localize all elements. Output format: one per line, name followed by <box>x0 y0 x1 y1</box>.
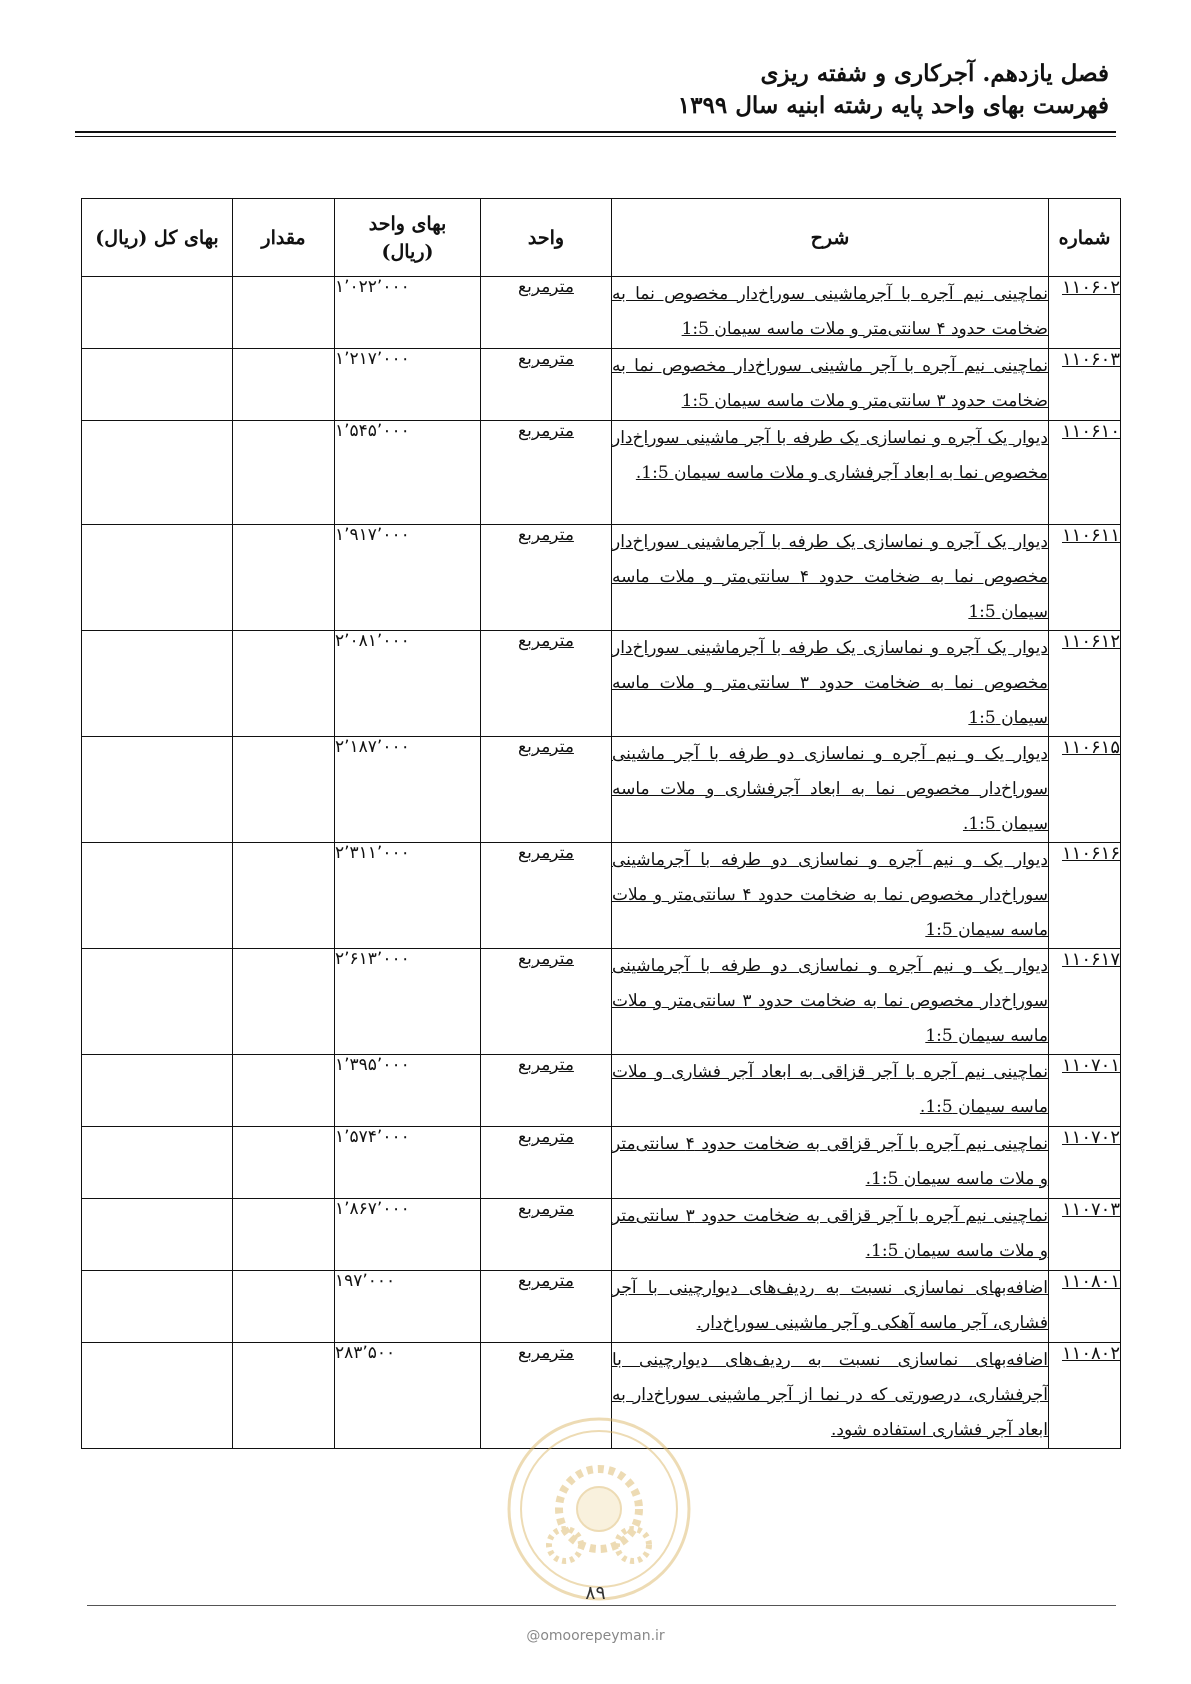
row-description-text: دیوار یک آجره و نماسازی یک طرفه با آجرماشینی سوراخ‌دار مخصوص نما به ضخامت حدود ۴ سانتی‌متر و ملات ماسه سیمان 1:5 <box>612 532 1048 622</box>
row-unit-text: مترمربع <box>518 1199 574 1219</box>
row-unit <box>481 349 612 421</box>
row-number-text: ۱۱۰۶۱۲ <box>1061 631 1120 652</box>
row-total <box>82 1199 233 1271</box>
table-row <box>82 525 1121 631</box>
table-row <box>82 1127 1121 1199</box>
row-unit <box>481 421 612 525</box>
row-unit-price <box>335 631 481 737</box>
row-total <box>82 349 233 421</box>
row-number-text: ۱۱۰۷۰۳ <box>1061 1199 1120 1220</box>
row-number-text: ۱۱۰۶۱۵ <box>1061 737 1120 758</box>
row-unit-price-text: ۲٬۱۸۷٬۰۰۰ <box>335 737 410 757</box>
row-quantity <box>233 1271 335 1343</box>
header-description: شرح <box>612 199 1049 277</box>
row-number-text: ۱۱۰۷۰۱ <box>1061 1055 1120 1076</box>
row-quantity <box>233 631 335 737</box>
row-unit-text: مترمربع <box>518 277 574 297</box>
table-row <box>82 737 1121 843</box>
row-total <box>82 843 233 949</box>
header-unit-price-line1: بهای واحد <box>368 212 447 235</box>
row-quantity <box>233 1199 335 1271</box>
row-number <box>1049 1343 1121 1449</box>
row-unit-text: مترمربع <box>518 1127 574 1147</box>
row-number-text: ۱۱۰۶۰۲ <box>1061 277 1120 298</box>
row-quantity <box>233 1343 335 1449</box>
catalog-title: فهرست بهای واحد پایه رشته ابنیه سال ۱۳۹۹ <box>677 92 1109 119</box>
row-description <box>612 1271 1049 1343</box>
table-header-row <box>82 199 1121 277</box>
row-unit-price-text: ۲۸۳٬۵۰۰ <box>335 1343 396 1363</box>
row-quantity <box>233 1127 335 1199</box>
table-row <box>82 843 1121 949</box>
row-unit-text: مترمربع <box>518 949 574 969</box>
table-row <box>82 277 1121 349</box>
row-description <box>612 349 1049 421</box>
row-total <box>82 949 233 1055</box>
row-number <box>1049 1199 1121 1271</box>
row-unit <box>481 949 612 1055</box>
row-unit-text: مترمربع <box>518 525 574 545</box>
row-unit-price-text: ۱٬۵۴۵٬۰۰۰ <box>335 421 410 441</box>
row-unit-price <box>335 949 481 1055</box>
row-total <box>82 1127 233 1199</box>
row-unit <box>481 843 612 949</box>
row-total <box>82 525 233 631</box>
row-unit-price-text: ۲٬۰۸۱٬۰۰۰ <box>335 631 410 651</box>
row-number-text: ۱۱۰۸۰۲ <box>1061 1343 1120 1364</box>
row-unit-price-text: ۱٬۳۹۵٬۰۰۰ <box>335 1055 410 1075</box>
row-description <box>612 525 1049 631</box>
site-watermark: @omoorepeyman.ir <box>526 1628 665 1644</box>
row-quantity <box>233 277 335 349</box>
table-row <box>82 1199 1121 1271</box>
row-number <box>1049 949 1121 1055</box>
row-unit <box>481 525 612 631</box>
row-unit-price <box>335 1055 481 1127</box>
price-table <box>81 198 1121 1449</box>
row-unit-price-text: ۱٬۹۱۷٬۰۰۰ <box>335 525 410 545</box>
row-unit-price <box>335 421 481 525</box>
row-unit-text: مترمربع <box>518 421 574 441</box>
table-row <box>82 949 1121 1055</box>
row-unit <box>481 1055 612 1127</box>
row-description-text: اضافه‌بهای نماسازی نسبت به ردیف‌های دیوارچینی با آجر فشاری، آجر ماسه آهکی و آجر ماشینی سوراخ‌دار. <box>612 1278 1048 1333</box>
row-unit-price-text: ۱۹۷٬۰۰۰ <box>335 1271 396 1291</box>
row-number <box>1049 525 1121 631</box>
row-unit-price <box>335 1343 481 1449</box>
row-description-text: نماچینی نیم آجره با آجر ماشینی سوراخ‌دار مخصوص نما به ضخامت حدود ۳ سانتی‌متر و ملات ماسه سیمان 1:5 <box>612 356 1048 411</box>
row-number <box>1049 277 1121 349</box>
table-row <box>82 421 1121 525</box>
row-unit-text: مترمربع <box>518 1343 574 1363</box>
table-row <box>82 349 1121 421</box>
row-description-text: دیوار یک آجره و نماسازی یک طرفه با آجر ماشینی سوراخ‌دار مخصوص نما به ابعاد آجرفشاری و ملات ماسه سیمان 1:5. <box>612 428 1048 483</box>
row-unit <box>481 1199 612 1271</box>
row-quantity <box>233 949 335 1055</box>
header-number: شماره <box>1049 199 1121 277</box>
row-unit-price <box>335 525 481 631</box>
row-unit <box>481 1271 612 1343</box>
row-unit-text: مترمربع <box>518 631 574 651</box>
row-description <box>612 949 1049 1055</box>
row-unit-price <box>335 1127 481 1199</box>
row-unit-price <box>335 349 481 421</box>
row-total <box>82 421 233 525</box>
row-description-text: نماچینی نیم آجره با آجر قزاقی به ضخامت حدود ۴ سانتی‌متر و ملات ماسه سیمان 1:5. <box>612 1134 1048 1189</box>
header-unit-price-line2: (ریال) <box>381 240 434 263</box>
row-description <box>612 421 1049 525</box>
row-quantity <box>233 525 335 631</box>
row-unit-price <box>335 737 481 843</box>
row-description-text: نماچینی نیم آجره با آجرماشینی سوراخ‌دار مخصوص نما به ضخامت حدود ۴ سانتی‌متر و ملات ماسه سیمان 1:5 <box>612 284 1048 339</box>
row-unit-price-text: ۲٬۳۱۱٬۰۰۰ <box>335 843 410 863</box>
row-description-text: نماچینی نیم آجره با آجر قزاقی به ضخامت حدود ۳ سانتی‌متر و ملات ماسه سیمان 1:5. <box>612 1206 1048 1261</box>
row-number-text: ۱۱۰۶۱۰ <box>1061 421 1120 442</box>
row-description-text: دیوار یک آجره و نماسازی یک طرفه با آجرماشینی سوراخ‌دار مخصوص نما به ضخامت حدود ۳ سانتی‌متر و ملات ماسه سیمان 1:5 <box>612 638 1048 728</box>
header-rule <box>75 131 1116 133</box>
row-unit <box>481 631 612 737</box>
row-quantity <box>233 843 335 949</box>
row-number-text: ۱۱۰۶۱۷ <box>1061 949 1120 970</box>
row-number <box>1049 631 1121 737</box>
row-unit-price <box>335 843 481 949</box>
header-quantity: مقدار <box>233 199 335 277</box>
row-description-text: دیوار یک و نیم آجره و نماسازی دو طرفه با آجرماشینی سوراخ‌دار مخصوص نما به ضخامت حدود ۳ سانتی‌متر و ملات ماسه سیمان 1:5 <box>612 956 1049 1046</box>
row-total <box>82 277 233 349</box>
row-unit-price-text: ۱٬۲۱۷٬۰۰۰ <box>335 349 410 369</box>
row-description <box>612 1055 1049 1127</box>
row-total <box>82 1343 233 1449</box>
row-unit-price <box>335 1271 481 1343</box>
row-description <box>612 1127 1049 1199</box>
seal-watermark <box>505 1415 693 1603</box>
row-number <box>1049 1055 1121 1127</box>
row-number-text: ۱۱۰۶۱۶ <box>1061 843 1120 864</box>
row-quantity <box>233 349 335 421</box>
row-unit-price <box>335 277 481 349</box>
row-unit-text: مترمربع <box>518 1271 574 1291</box>
row-quantity <box>233 1055 335 1127</box>
row-total <box>82 631 233 737</box>
row-description <box>612 277 1049 349</box>
row-total <box>82 1055 233 1127</box>
header-total: بهای کل (ریال) <box>82 199 233 277</box>
table-row <box>82 1271 1121 1343</box>
row-total <box>82 737 233 843</box>
row-number <box>1049 421 1121 525</box>
row-unit <box>481 737 612 843</box>
row-number <box>1049 843 1121 949</box>
row-quantity <box>233 737 335 843</box>
row-description-text: اضافه‌بهای نماسازی نسبت به ردیف‌های دیوارچینی با آجرفشاری، درصورتی که در نما از آجر ماشینی سوراخ‌دار به ابعاد آجر فشاری استفاده شود. <box>612 1350 1048 1440</box>
page-number: ۸۹ <box>585 1582 606 1604</box>
row-number-text: ۱۱۰۶۱۱ <box>1061 525 1120 546</box>
row-description <box>612 843 1049 949</box>
row-unit <box>481 277 612 349</box>
row-number <box>1049 1271 1121 1343</box>
row-number <box>1049 1127 1121 1199</box>
chapter-title: فصل یازدهم. آجرکاری و شفته ریزی <box>760 60 1109 87</box>
row-description-text: نماچینی نیم آجره با آجر قزاقی به ابعاد آجر فشاری و ملات ماسه سیمان 1:5. <box>612 1062 1048 1117</box>
footer-rule <box>87 1605 1116 1606</box>
row-number-text: ۱۱۰۶۰۳ <box>1061 349 1120 370</box>
header-unit-price <box>335 199 481 277</box>
row-number <box>1049 349 1121 421</box>
row-description <box>612 737 1049 843</box>
row-description-text: دیوار یک و نیم آجره و نماسازی دو طرفه با آجر ماشینی سوراخ‌دار مخصوص نما به ابعاد آجرفشاری و ملات ماسه سیمان 1:5. <box>612 744 1048 834</box>
header-rule-thin <box>75 136 1116 137</box>
row-unit-price-text: ۲٬۶۱۳٬۰۰۰ <box>335 949 410 969</box>
row-unit-price <box>335 1199 481 1271</box>
row-unit-text: مترمربع <box>518 349 574 369</box>
row-description-text: دیوار یک و نیم آجره و نماسازی دو طرفه با آجرماشینی سوراخ‌دار مخصوص نما به ضخامت حدود ۴ سانتی‌متر و ملات ماسه سیمان 1:5 <box>612 850 1049 940</box>
table-row <box>82 631 1121 737</box>
row-quantity <box>233 421 335 525</box>
row-description <box>612 631 1049 737</box>
row-unit-price-text: ۱٬۵۷۴٬۰۰۰ <box>335 1127 410 1147</box>
row-number <box>1049 737 1121 843</box>
row-number-text: ۱۱۰۷۰۲ <box>1061 1127 1120 1148</box>
header-unit: واحد <box>481 199 612 277</box>
row-unit-text: مترمربع <box>518 843 574 863</box>
row-unit-price-text: ۱٬۰۲۲٬۰۰۰ <box>335 277 410 297</box>
page-header <box>678 58 1109 122</box>
row-unit-text: مترمربع <box>518 737 574 757</box>
table-row <box>82 1055 1121 1127</box>
row-total <box>82 1271 233 1343</box>
row-unit-price-text: ۱٬۸۶۷٬۰۰۰ <box>335 1199 410 1219</box>
row-unit-text: مترمربع <box>518 1055 574 1075</box>
row-description <box>612 1199 1049 1271</box>
row-unit <box>481 1127 612 1199</box>
row-number-text: ۱۱۰۸۰۱ <box>1061 1271 1120 1292</box>
